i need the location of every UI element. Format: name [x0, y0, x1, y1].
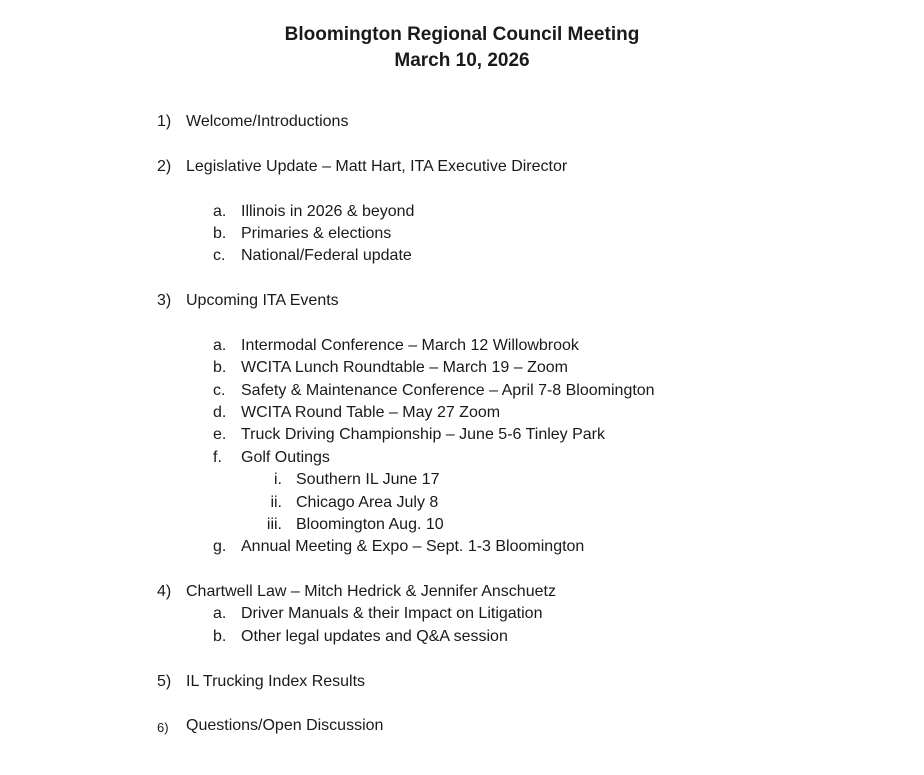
sub-item-text: Annual Meeting & Expo – Sept. 1-3 Bloomington	[241, 538, 585, 555]
item-text: Upcoming ITA Events	[186, 292, 339, 309]
sub-sub-item-text: Bloomington Aug. 10	[296, 516, 444, 533]
sub-item-letter: a.	[213, 337, 227, 354]
sub-item-letter: g.	[213, 538, 227, 555]
sub-item-letter: c.	[213, 382, 226, 399]
sub-item-letter: b.	[213, 359, 227, 376]
roman-numeral: i.	[274, 471, 282, 488]
sub-item-letter: b.	[213, 628, 227, 645]
item-number: 5)	[157, 673, 172, 690]
item-number: 6)	[157, 720, 169, 735]
item-number: 1)	[157, 113, 172, 130]
item-number: 4)	[157, 583, 172, 600]
sub-item-text: Safety & Maintenance Conference – April 7-8 Bloomington	[241, 382, 655, 399]
sub-item-text: WCITA Lunch Roundtable – March 19 – Zoom	[241, 359, 568, 376]
sub-item-text: Driver Manuals & their Impact on Litigation	[241, 605, 543, 622]
sub-sub-item-text: Chicago Area July 8	[296, 494, 439, 511]
sub-item-text: Intermodal Conference – March 12 Willowbrook	[241, 337, 579, 354]
sub-item-text: WCITA Round Table – May 27 Zoom	[241, 404, 501, 421]
sub-item-letter: a.	[213, 203, 227, 220]
roman-numeral: iii.	[266, 516, 282, 533]
sub-item-letter: e.	[213, 426, 227, 443]
meeting-title: Bloomington Regional Council Meeting	[284, 24, 640, 45]
sub-item-letter: c.	[213, 247, 226, 264]
sub-item-text: Primaries & elections	[241, 225, 392, 242]
item-text: Welcome/Introductions	[186, 113, 349, 130]
sub-item-letter: b.	[213, 225, 227, 242]
sub-item-text: Illinois in 2026 & beyond	[241, 203, 415, 220]
meeting-date: March 10, 2026	[394, 50, 530, 71]
roman-numeral: ii.	[270, 494, 282, 511]
item-text: Chartwell Law – Mitch Hedrick & Jennifer Anschuetz	[186, 583, 556, 600]
item-text: IL Trucking Index Results	[186, 673, 366, 690]
sub-item-text: National/Federal update	[241, 247, 412, 264]
sub-item-text: Golf Outings	[241, 449, 330, 466]
sub-item-text: Truck Driving Championship – June 5-6 Tinley Park	[241, 426, 606, 443]
item-text: Legislative Update – Matt Hart, ITA Executive Director	[186, 158, 568, 175]
sub-item-letter: a.	[213, 605, 227, 622]
item-number: 2)	[157, 158, 172, 175]
item-text: Questions/Open Discussion	[186, 717, 384, 734]
item-number: 3)	[157, 292, 172, 309]
sub-item-text: Other legal updates and Q&A session	[241, 628, 508, 645]
sub-item-letter: d.	[213, 404, 227, 421]
sub-sub-item-text: Southern IL June 17	[296, 471, 440, 488]
sub-item-letter: f.	[213, 449, 222, 466]
